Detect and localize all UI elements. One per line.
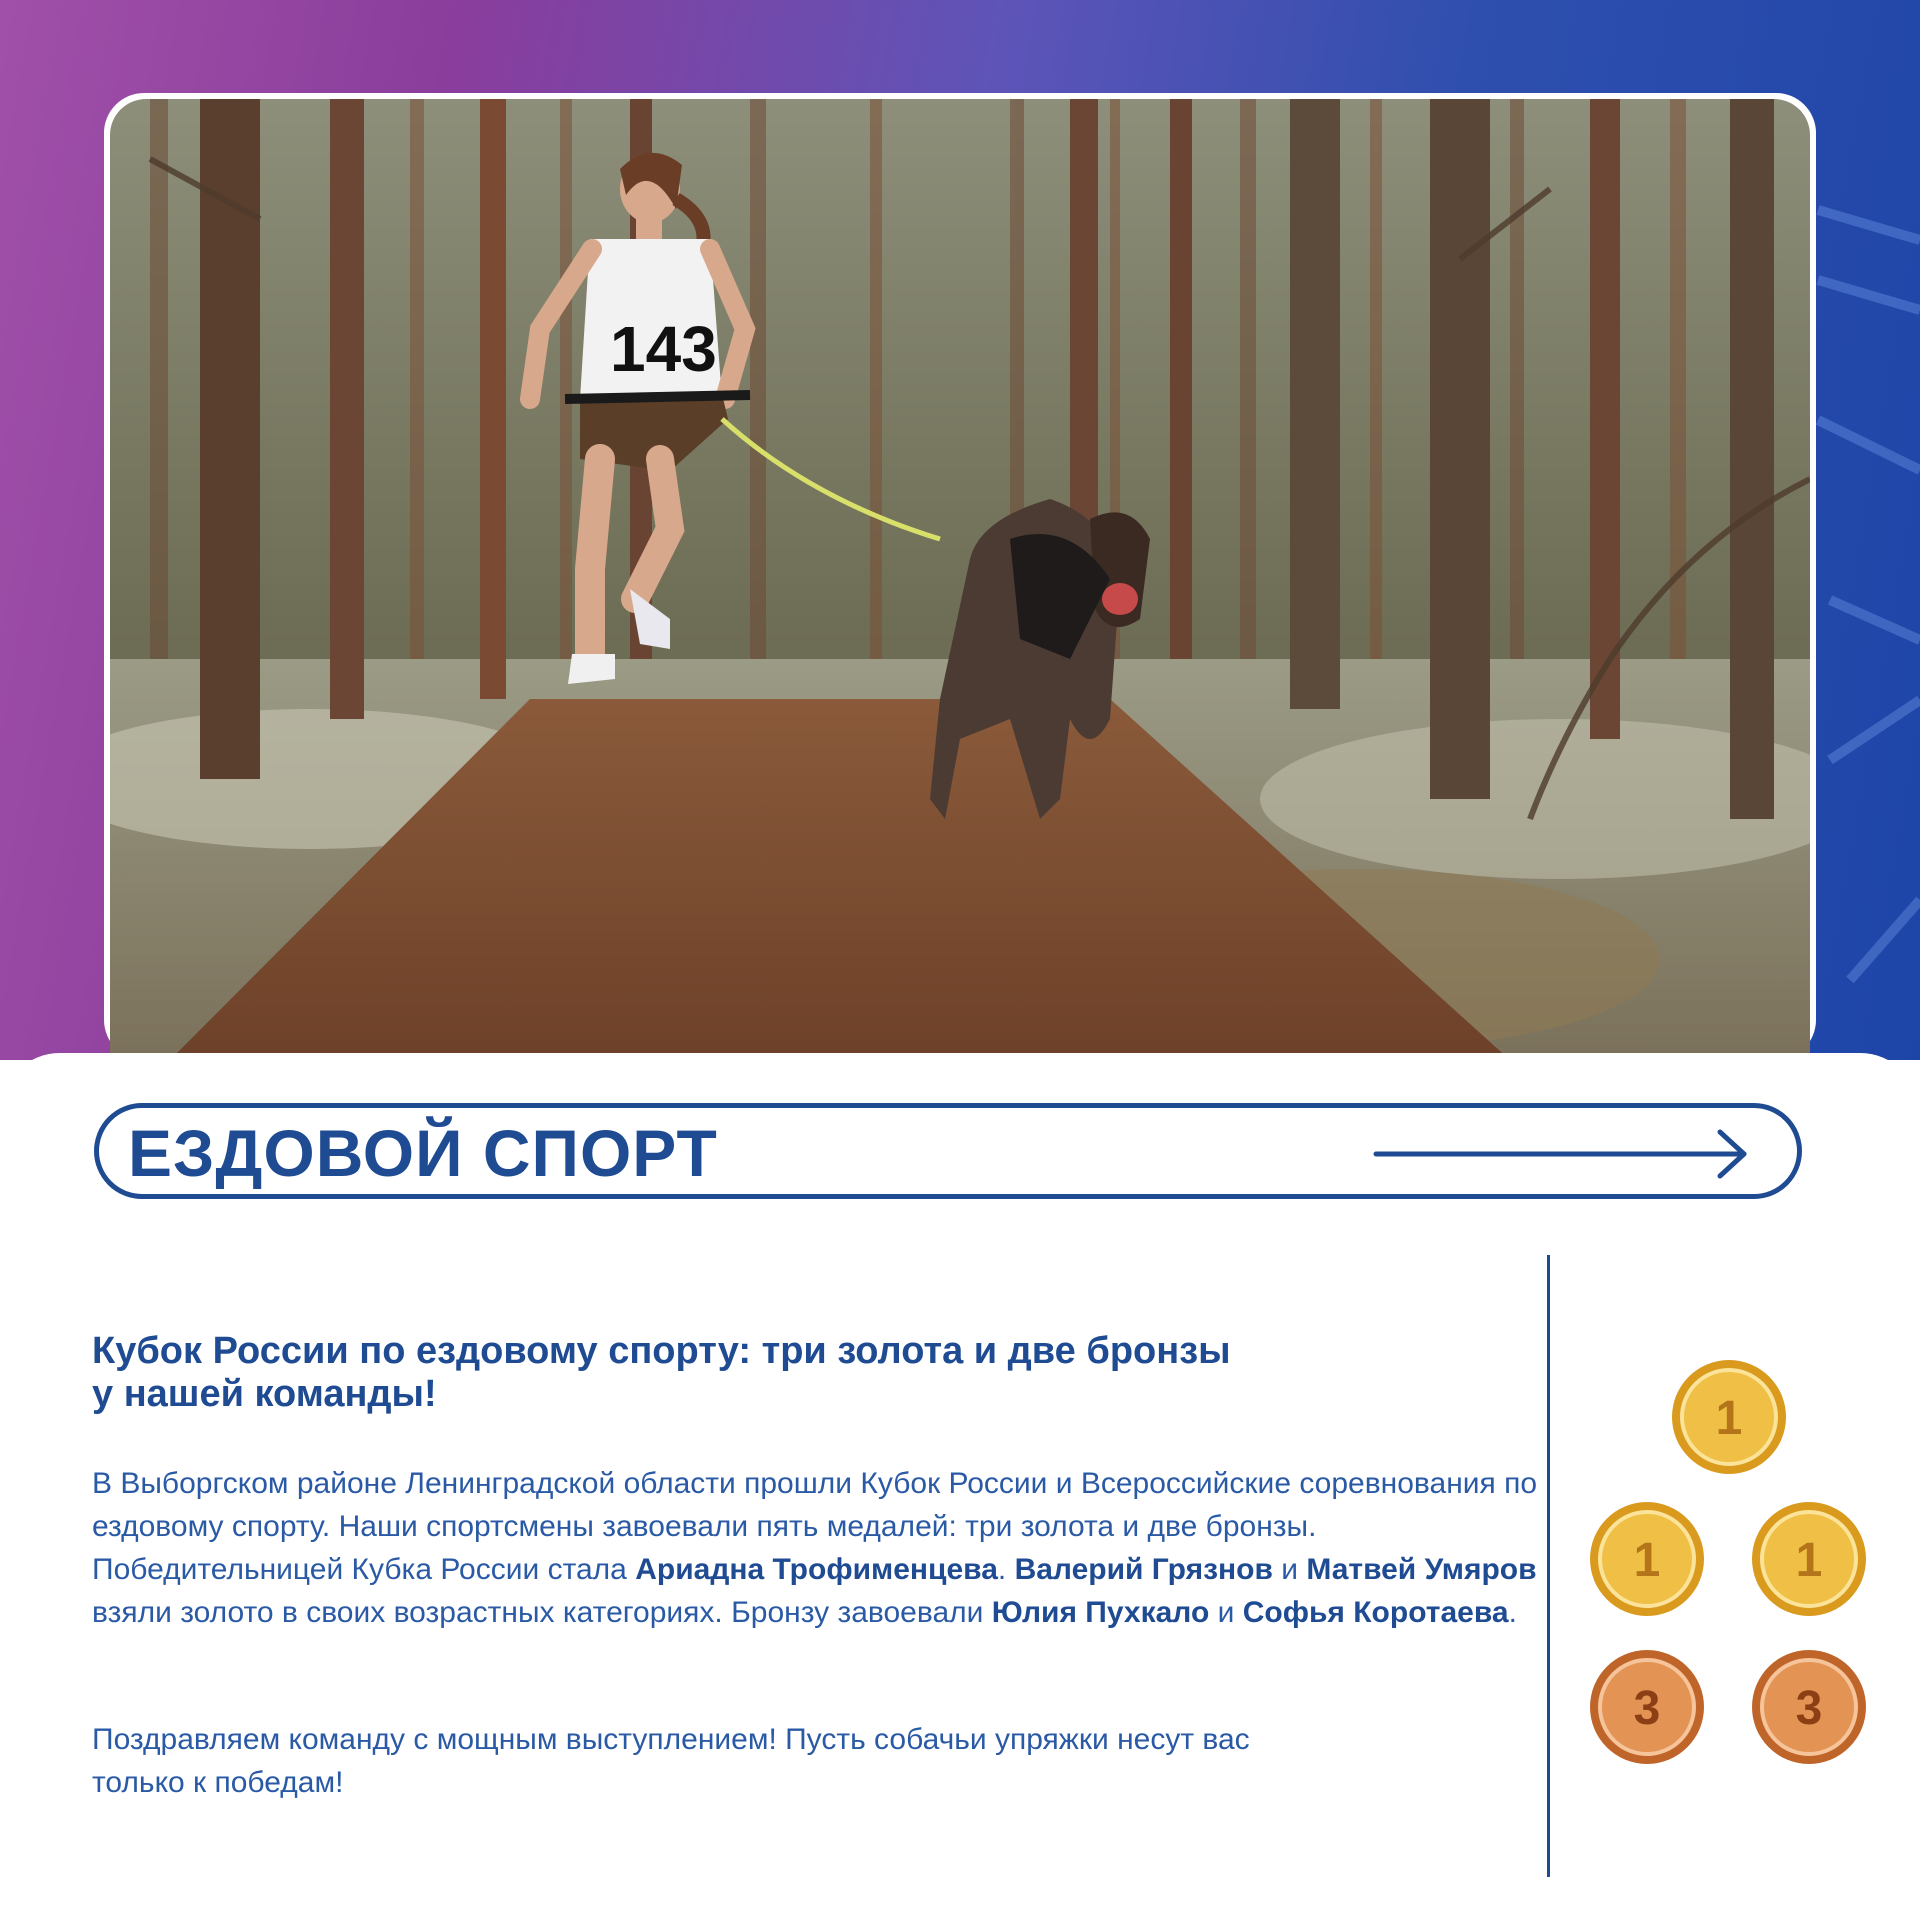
athlete-name: Юлия Пухкало bbox=[991, 1596, 1210, 1629]
medal-label: 1 bbox=[1633, 1534, 1661, 1587]
body-text-3: и bbox=[1272, 1553, 1307, 1586]
body-text-6: . bbox=[1508, 1596, 1517, 1629]
headline-line-2: у нашей команды! bbox=[92, 1373, 437, 1415]
medal-bronze-icon bbox=[1750, 1648, 1868, 1766]
medal-gold-icon bbox=[1750, 1500, 1868, 1618]
closing-paragraph bbox=[92, 1718, 1542, 1804]
body-text-1: В Выборгском районе Ленинградской области прошли Кубок России и Всероссийские соревнования по ездовому спорту. Наши спортсмены завоевали пять медалей: три золота и две бронзы. Победительницей Кубка России стала bbox=[92, 1467, 1538, 1586]
closing-line-2: только к победам! bbox=[92, 1766, 344, 1799]
body-text-2: . bbox=[997, 1553, 1015, 1586]
canicross-photo bbox=[110, 99, 1810, 1060]
athlete-name: Софья Коротаева bbox=[1242, 1596, 1509, 1629]
body-text-4: взяли золото в своих возрастных категориях. Бронзу завоевали bbox=[92, 1596, 992, 1629]
athlete-name: Ариадна Трофименцева bbox=[635, 1553, 998, 1586]
body-text-5: и bbox=[1209, 1596, 1243, 1629]
athlete-name: Матвей Умяров bbox=[1306, 1553, 1537, 1586]
athlete-name: Валерий Грязнов bbox=[1014, 1553, 1273, 1586]
bib-number: 143 bbox=[610, 313, 717, 385]
medal-label: 3 bbox=[1795, 1682, 1823, 1735]
headline-line-1: Кубок России по ездовому спорту: три золота и две бронзы bbox=[92, 1330, 1231, 1372]
vertical-divider bbox=[1547, 1255, 1550, 1877]
page-title: ЕЗДОВОЙ СПОРТ bbox=[128, 1116, 718, 1190]
medal-gold-icon bbox=[1670, 1358, 1788, 1476]
medal-label: 1 bbox=[1795, 1534, 1823, 1587]
body-paragraph bbox=[92, 1462, 1542, 1634]
medal-label: 1 bbox=[1715, 1392, 1743, 1445]
medal-gold-icon bbox=[1588, 1500, 1706, 1618]
arrow-right-icon bbox=[1372, 1128, 1752, 1180]
headline bbox=[92, 1330, 1532, 1416]
closing-line-1: Поздравляем команду с мощным выступлением! Пусть собачьи упряжки несут вас bbox=[92, 1723, 1250, 1756]
medal-label: 3 bbox=[1633, 1682, 1661, 1735]
medal-bronze-icon bbox=[1588, 1648, 1706, 1766]
